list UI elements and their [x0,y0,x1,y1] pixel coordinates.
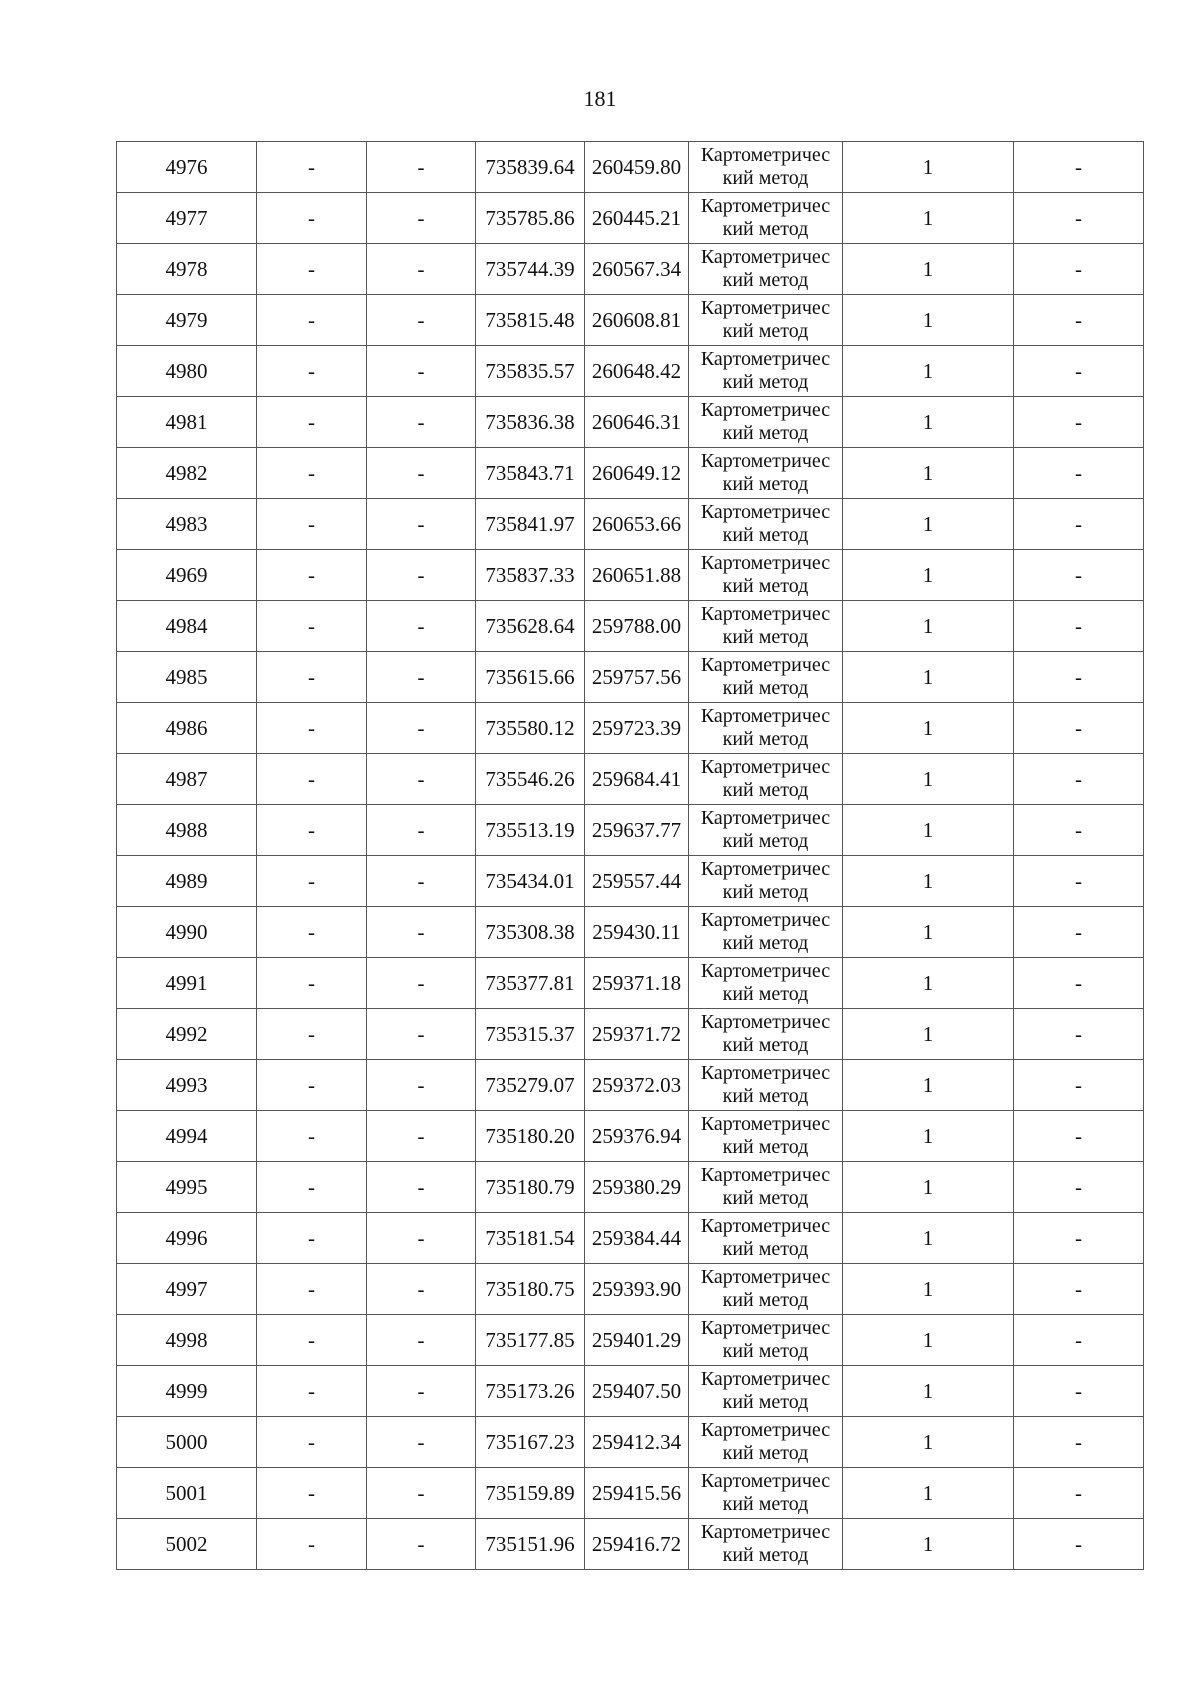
method-cell: Картометричес кий метод [689,1366,843,1417]
point-number-cell: 4999 [117,1366,257,1417]
page-number: 181 [583,86,617,111]
empty-dash-cell: - [1014,1264,1144,1315]
method-cell: Картометричес кий метод [689,1009,843,1060]
value-cell: 1 [843,1468,1014,1519]
value-cell: 1 [843,1366,1014,1417]
table-row [117,346,1144,397]
empty-dash-cell: - [257,1519,367,1570]
empty-dash-cell: - [257,601,367,652]
y-coordinate-cell: 260459.80 [585,142,689,193]
point-number-cell: 4984 [117,601,257,652]
y-coordinate-cell: 260445.21 [585,193,689,244]
empty-dash-cell: - [1014,1417,1144,1468]
empty-dash-cell: - [367,1264,476,1315]
x-coordinate-cell: 735315.37 [476,1009,585,1060]
empty-dash-cell: - [367,907,476,958]
value-cell: 1 [843,1213,1014,1264]
empty-dash-cell: - [367,397,476,448]
empty-dash-cell: - [1014,958,1144,1009]
method-cell: Картометричес кий метод [689,244,843,295]
empty-dash-cell: - [1014,1111,1144,1162]
value-cell: 1 [843,346,1014,397]
method-cell: Картометричес кий метод [689,601,843,652]
value-cell: 1 [843,958,1014,1009]
method-cell: Картометричес кий метод [689,1468,843,1519]
empty-dash-cell: - [257,142,367,193]
table-row [117,907,1144,958]
y-coordinate-cell: 259684.41 [585,754,689,805]
empty-dash-cell: - [257,1111,367,1162]
empty-dash-cell: - [257,550,367,601]
value-cell: 1 [843,754,1014,805]
y-coordinate-cell: 260648.42 [585,346,689,397]
y-coordinate-cell: 259788.00 [585,601,689,652]
y-coordinate-cell: 259376.94 [585,1111,689,1162]
y-coordinate-cell: 259430.11 [585,907,689,958]
value-cell: 1 [843,397,1014,448]
empty-dash-cell: - [367,1111,476,1162]
value-cell: 1 [843,1519,1014,1570]
method-cell: Картометричес кий метод [689,805,843,856]
point-number-cell: 4978 [117,244,257,295]
value-cell: 1 [843,601,1014,652]
empty-dash-cell: - [367,703,476,754]
method-cell: Картометричес кий метод [689,346,843,397]
table-row [117,1264,1144,1315]
method-cell: Картометричес кий метод [689,1111,843,1162]
point-number-cell: 4988 [117,805,257,856]
method-cell: Картометричес кий метод [689,1417,843,1468]
empty-dash-cell: - [257,499,367,550]
table-row [117,754,1144,805]
empty-dash-cell: - [367,1315,476,1366]
value-cell: 1 [843,1264,1014,1315]
empty-dash-cell: - [1014,652,1144,703]
empty-dash-cell: - [1014,1213,1144,1264]
x-coordinate-cell: 735628.64 [476,601,585,652]
empty-dash-cell: - [367,754,476,805]
empty-dash-cell: - [1014,703,1144,754]
x-coordinate-cell: 735180.79 [476,1162,585,1213]
table-row [117,652,1144,703]
empty-dash-cell: - [367,652,476,703]
empty-dash-cell: - [367,1060,476,1111]
point-number-cell: 4979 [117,295,257,346]
table-row [117,499,1144,550]
point-number-cell: 4998 [117,1315,257,1366]
table-row [117,244,1144,295]
x-coordinate-cell: 735151.96 [476,1519,585,1570]
value-cell: 1 [843,295,1014,346]
x-coordinate-cell: 735841.97 [476,499,585,550]
x-coordinate-cell: 735177.85 [476,1315,585,1366]
empty-dash-cell: - [257,805,367,856]
empty-dash-cell: - [367,1366,476,1417]
method-cell: Картометричес кий метод [689,856,843,907]
point-number-cell: 5000 [117,1417,257,1468]
empty-dash-cell: - [1014,448,1144,499]
value-cell: 1 [843,1315,1014,1366]
y-coordinate-cell: 260646.31 [585,397,689,448]
empty-dash-cell: - [257,652,367,703]
table-row [117,1366,1144,1417]
empty-dash-cell: - [257,1213,367,1264]
empty-dash-cell: - [257,703,367,754]
x-coordinate-cell: 735837.33 [476,550,585,601]
x-coordinate-cell: 735843.71 [476,448,585,499]
x-coordinate-cell: 735835.57 [476,346,585,397]
x-coordinate-cell: 735615.66 [476,652,585,703]
method-cell: Картометричес кий метод [689,652,843,703]
x-coordinate-cell: 735181.54 [476,1213,585,1264]
method-cell: Картометричес кий метод [689,1213,843,1264]
coordinates-table [116,141,1144,1570]
table-row [117,856,1144,907]
method-cell: Картометричес кий метод [689,703,843,754]
empty-dash-cell: - [1014,754,1144,805]
value-cell: 1 [843,1009,1014,1060]
value-cell: 1 [843,1060,1014,1111]
value-cell: 1 [843,1162,1014,1213]
y-coordinate-cell: 259412.34 [585,1417,689,1468]
empty-dash-cell: - [257,397,367,448]
y-coordinate-cell: 259401.29 [585,1315,689,1366]
table-row [117,448,1144,499]
y-coordinate-cell: 259371.72 [585,1009,689,1060]
x-coordinate-cell: 735815.48 [476,295,585,346]
table-row [117,1315,1144,1366]
point-number-cell: 4997 [117,1264,257,1315]
y-coordinate-cell: 260651.88 [585,550,689,601]
method-cell: Картометричес кий метод [689,499,843,550]
table-row [117,703,1144,754]
value-cell: 1 [843,193,1014,244]
empty-dash-cell: - [1014,1315,1144,1366]
empty-dash-cell: - [367,448,476,499]
empty-dash-cell: - [367,1162,476,1213]
x-coordinate-cell: 735308.38 [476,907,585,958]
x-coordinate-cell: 735377.81 [476,958,585,1009]
empty-dash-cell: - [367,601,476,652]
empty-dash-cell: - [367,499,476,550]
x-coordinate-cell: 735580.12 [476,703,585,754]
empty-dash-cell: - [367,142,476,193]
empty-dash-cell: - [257,1264,367,1315]
method-cell: Картометричес кий метод [689,193,843,244]
x-coordinate-cell: 735744.39 [476,244,585,295]
table-row [117,193,1144,244]
x-coordinate-cell: 735167.23 [476,1417,585,1468]
empty-dash-cell: - [1014,601,1144,652]
table-row [117,142,1144,193]
value-cell: 1 [843,1111,1014,1162]
value-cell: 1 [843,244,1014,295]
value-cell: 1 [843,652,1014,703]
x-coordinate-cell: 735513.19 [476,805,585,856]
empty-dash-cell: - [1014,499,1144,550]
table-row [117,1417,1144,1468]
method-cell: Картометричес кий метод [689,448,843,499]
table-row [117,601,1144,652]
y-coordinate-cell: 259557.44 [585,856,689,907]
empty-dash-cell: - [257,346,367,397]
point-number-cell: 4996 [117,1213,257,1264]
value-cell: 1 [843,703,1014,754]
empty-dash-cell: - [367,856,476,907]
empty-dash-cell: - [367,346,476,397]
x-coordinate-cell: 735279.07 [476,1060,585,1111]
method-cell: Картометричес кий метод [689,958,843,1009]
y-coordinate-cell: 259757.56 [585,652,689,703]
empty-dash-cell: - [257,295,367,346]
value-cell: 1 [843,805,1014,856]
point-number-cell: 4991 [117,958,257,1009]
table-row [117,1060,1144,1111]
method-cell: Картометричес кий метод [689,907,843,958]
table-row [117,550,1144,601]
y-coordinate-cell: 259637.77 [585,805,689,856]
empty-dash-cell: - [1014,805,1144,856]
empty-dash-cell: - [1014,550,1144,601]
value-cell: 1 [843,1417,1014,1468]
empty-dash-cell: - [367,1009,476,1060]
empty-dash-cell: - [1014,142,1144,193]
method-cell: Картометричес кий метод [689,754,843,805]
method-cell: Картометричес кий метод [689,1315,843,1366]
point-number-cell: 4983 [117,499,257,550]
empty-dash-cell: - [257,856,367,907]
point-number-cell: 4987 [117,754,257,805]
point-number-cell: 4990 [117,907,257,958]
y-coordinate-cell: 259371.18 [585,958,689,1009]
value-cell: 1 [843,499,1014,550]
method-cell: Картометричес кий метод [689,1060,843,1111]
empty-dash-cell: - [257,244,367,295]
empty-dash-cell: - [257,1009,367,1060]
table-row [117,805,1144,856]
empty-dash-cell: - [367,1417,476,1468]
empty-dash-cell: - [257,754,367,805]
method-cell: Картометричес кий метод [689,142,843,193]
x-coordinate-cell: 735173.26 [476,1366,585,1417]
method-cell: Картометричес кий метод [689,295,843,346]
method-cell: Картометричес кий метод [689,550,843,601]
point-number-cell: 4985 [117,652,257,703]
empty-dash-cell: - [1014,856,1144,907]
y-coordinate-cell: 259416.72 [585,1519,689,1570]
table-row [117,1009,1144,1060]
empty-dash-cell: - [257,1417,367,1468]
y-coordinate-cell: 259372.03 [585,1060,689,1111]
point-number-cell: 4981 [117,397,257,448]
table-row [117,958,1144,1009]
value-cell: 1 [843,907,1014,958]
table-row [117,1213,1144,1264]
y-coordinate-cell: 259393.90 [585,1264,689,1315]
x-coordinate-cell: 735159.89 [476,1468,585,1519]
empty-dash-cell: - [257,1162,367,1213]
y-coordinate-cell: 260608.81 [585,295,689,346]
x-coordinate-cell: 735839.64 [476,142,585,193]
value-cell: 1 [843,856,1014,907]
table-row [117,295,1144,346]
empty-dash-cell: - [367,1468,476,1519]
table-row [117,1162,1144,1213]
method-cell: Картометричес кий метод [689,1519,843,1570]
empty-dash-cell: - [367,805,476,856]
empty-dash-cell: - [257,907,367,958]
point-number-cell: 4993 [117,1060,257,1111]
point-number-cell: 4995 [117,1162,257,1213]
y-coordinate-cell: 259415.56 [585,1468,689,1519]
point-number-cell: 4986 [117,703,257,754]
y-coordinate-cell: 260567.34 [585,244,689,295]
point-number-cell: 4994 [117,1111,257,1162]
empty-dash-cell: - [1014,1009,1144,1060]
y-coordinate-cell: 260653.66 [585,499,689,550]
empty-dash-cell: - [367,244,476,295]
empty-dash-cell: - [1014,1366,1144,1417]
x-coordinate-cell: 735434.01 [476,856,585,907]
value-cell: 1 [843,448,1014,499]
empty-dash-cell: - [257,1060,367,1111]
empty-dash-cell: - [1014,1519,1144,1570]
y-coordinate-cell: 259723.39 [585,703,689,754]
empty-dash-cell: - [1014,346,1144,397]
empty-dash-cell: - [257,958,367,1009]
empty-dash-cell: - [1014,193,1144,244]
empty-dash-cell: - [257,1366,367,1417]
point-number-cell: 4976 [117,142,257,193]
table-row [117,397,1144,448]
y-coordinate-cell: 259407.50 [585,1366,689,1417]
table-row [117,1468,1144,1519]
y-coordinate-cell: 259384.44 [585,1213,689,1264]
method-cell: Картометричес кий метод [689,397,843,448]
point-number-cell: 4980 [117,346,257,397]
y-coordinate-cell: 260649.12 [585,448,689,499]
value-cell: 1 [843,550,1014,601]
empty-dash-cell: - [1014,1060,1144,1111]
empty-dash-cell: - [367,1213,476,1264]
point-number-cell: 4989 [117,856,257,907]
table-row [117,1111,1144,1162]
empty-dash-cell: - [1014,1162,1144,1213]
point-number-cell: 5001 [117,1468,257,1519]
empty-dash-cell: - [367,958,476,1009]
empty-dash-cell: - [257,448,367,499]
method-cell: Картометричес кий метод [689,1162,843,1213]
x-coordinate-cell: 735546.26 [476,754,585,805]
empty-dash-cell: - [367,295,476,346]
method-cell: Картометричес кий метод [689,1264,843,1315]
point-number-cell: 4982 [117,448,257,499]
x-coordinate-cell: 735785.86 [476,193,585,244]
empty-dash-cell: - [257,1315,367,1366]
y-coordinate-cell: 259380.29 [585,1162,689,1213]
point-number-cell: 4969 [117,550,257,601]
table-row [117,1519,1144,1570]
empty-dash-cell: - [1014,244,1144,295]
point-number-cell: 4977 [117,193,257,244]
empty-dash-cell: - [1014,295,1144,346]
empty-dash-cell: - [1014,1468,1144,1519]
x-coordinate-cell: 735180.20 [476,1111,585,1162]
x-coordinate-cell: 735836.38 [476,397,585,448]
point-number-cell: 4992 [117,1009,257,1060]
x-coordinate-cell: 735180.75 [476,1264,585,1315]
empty-dash-cell: - [367,193,476,244]
point-number-cell: 5002 [117,1519,257,1570]
empty-dash-cell: - [1014,907,1144,958]
empty-dash-cell: - [257,193,367,244]
value-cell: 1 [843,142,1014,193]
empty-dash-cell: - [367,550,476,601]
empty-dash-cell: - [367,1519,476,1570]
empty-dash-cell: - [257,1468,367,1519]
empty-dash-cell: - [1014,397,1144,448]
